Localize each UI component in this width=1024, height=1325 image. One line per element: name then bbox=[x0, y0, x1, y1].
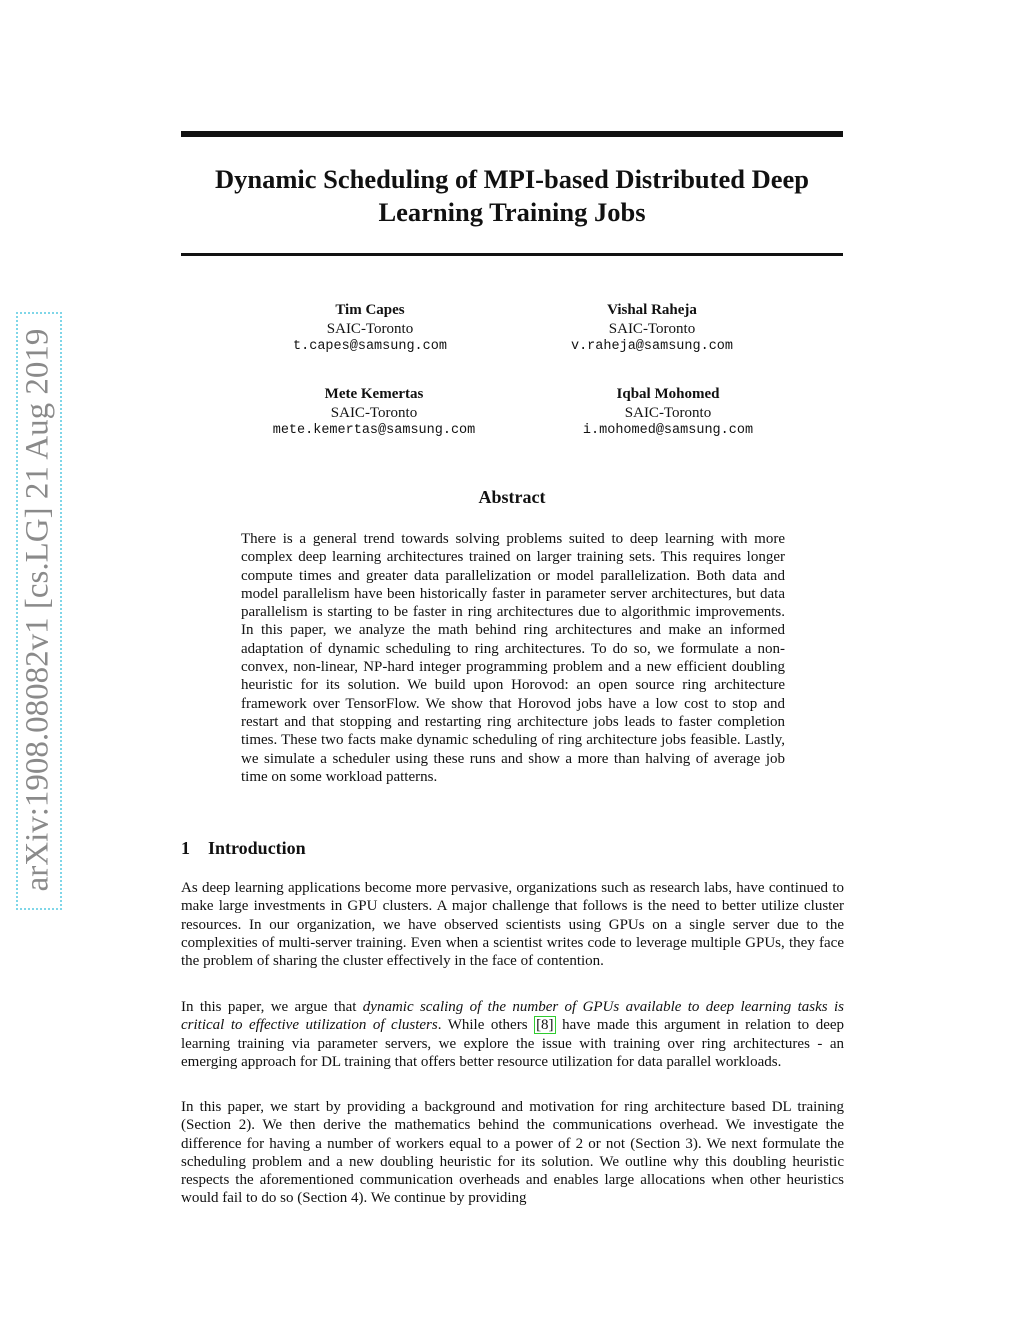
section-number: 1 bbox=[181, 838, 190, 858]
author-block bbox=[210, 301, 530, 357]
section-title: Introduction bbox=[208, 838, 306, 858]
citation-link[interactable]: [8] bbox=[536, 1017, 554, 1034]
paragraph-text: . While others bbox=[437, 1017, 535, 1034]
arxiv-identifier: arXiv:1908.08082v1 [cs.LG] 21 Aug 2019 bbox=[19, 328, 56, 892]
paragraph-text: have made this argument in relation to deep learning training via parameter servers, we explore the issue with training over ring architectures - an emerging approach for DL training that offers better resource utilization for data parallel workloads. bbox=[181, 1017, 845, 1070]
author-block bbox=[508, 385, 828, 441]
author-affiliation: SAIC-Toronto bbox=[608, 320, 696, 337]
author-block bbox=[214, 385, 534, 441]
intro-paragraph-2 bbox=[181, 998, 844, 1071]
paragraph-text: In this paper, we argue that bbox=[181, 999, 363, 1015]
author-block bbox=[492, 301, 812, 357]
emphasized-text: dynamic scaling of the number of GPUs available to deep learning tasks is critical to effective utilization of clusters bbox=[181, 999, 845, 1034]
author-name: Iqbal Mohomed bbox=[616, 386, 720, 402]
author-email[interactable]: t.capes@samsung.com bbox=[293, 339, 447, 354]
author-name: Tim Capes bbox=[335, 302, 405, 318]
author-affiliation: SAIC-Toronto bbox=[330, 404, 418, 421]
title-top-rule bbox=[181, 131, 843, 137]
author-affiliation: SAIC-Toronto bbox=[326, 320, 414, 337]
intro-paragraph-1: As deep learning applications become more pervasive, organizations such as research labs, have continued to make large investments in GPU clusters. A major challenge that follows is the need to better utilize cluster resources. In our organization, we have observed scientists using GPUs on a single server due to the complexities of multi-server training. Even when a scientist writes code to leverage multiple GPUs, they face the problem of sharing the cluster effectively in the face of contention. bbox=[181, 880, 844, 970]
author-email[interactable]: v.raheja@samsung.com bbox=[570, 339, 734, 354]
intro-paragraph-3: In this paper, we start by providing a background and motivation for ring architecture based DL training (Section 2). We then derive the mathematics behind the communications overhead. We investigate the difference for having a number of workers equal to a power of 2 or not (Section 3). We next formulate the scheduling problem and a new doubling heuristic for its solution. We outline why this doubling heuristic respects the aforementioned communication overheads and enables large allocations when other heuristics would fail to do so (Section 4). We continue by providing bbox=[181, 1099, 844, 1207]
section-heading bbox=[181, 838, 306, 859]
author-email[interactable]: i.mohomed@samsung.com bbox=[582, 423, 754, 438]
abstract-text: There is a general trend towards solving problems suited to deep learning with more complex deep learning architectures trained on larger training sets. This requires longer compute times and greater data parallelization or model parallelization. Both data and model parallelism have been historically faster in parameter server architectures, but data parallelism is starting to be faster in ring architectures due to algorithmic improvements. In this paper, we analyze the math behind ring architectures and make an informed adaptation of dynamic scheduling to ring architectures. To do so, we formulate a non-convex, non-linear, NP-hard integer programming problem and a new efficient doubling heuristic for its solution. We build upon Horovod: an open source ring architecture framework over TensorFlow. We show that Horovod jobs have a low cost to stop and restart and that stopping and restarting ring architecture jobs leads to faster completion times. These two facts make dynamic scheduling of ring architecture jobs feasible. Lastly, we simulate a scheduler using these runs and show a more than halving of average job time on some workload patterns. bbox=[241, 531, 785, 785]
author-name: Mete Kemertas bbox=[324, 386, 424, 402]
author-name: Vishal Raheja bbox=[607, 302, 697, 318]
author-affiliation: SAIC-Toronto bbox=[624, 404, 712, 421]
abstract-heading: Abstract bbox=[478, 487, 546, 507]
paper-title: Dynamic Scheduling of MPI-based Distributed Deep Learning Training Jobs bbox=[214, 164, 810, 227]
arxiv-sidebar bbox=[16, 312, 60, 908]
author-email[interactable]: mete.kemertas@samsung.com bbox=[272, 423, 476, 438]
title-bottom-rule bbox=[181, 253, 843, 256]
